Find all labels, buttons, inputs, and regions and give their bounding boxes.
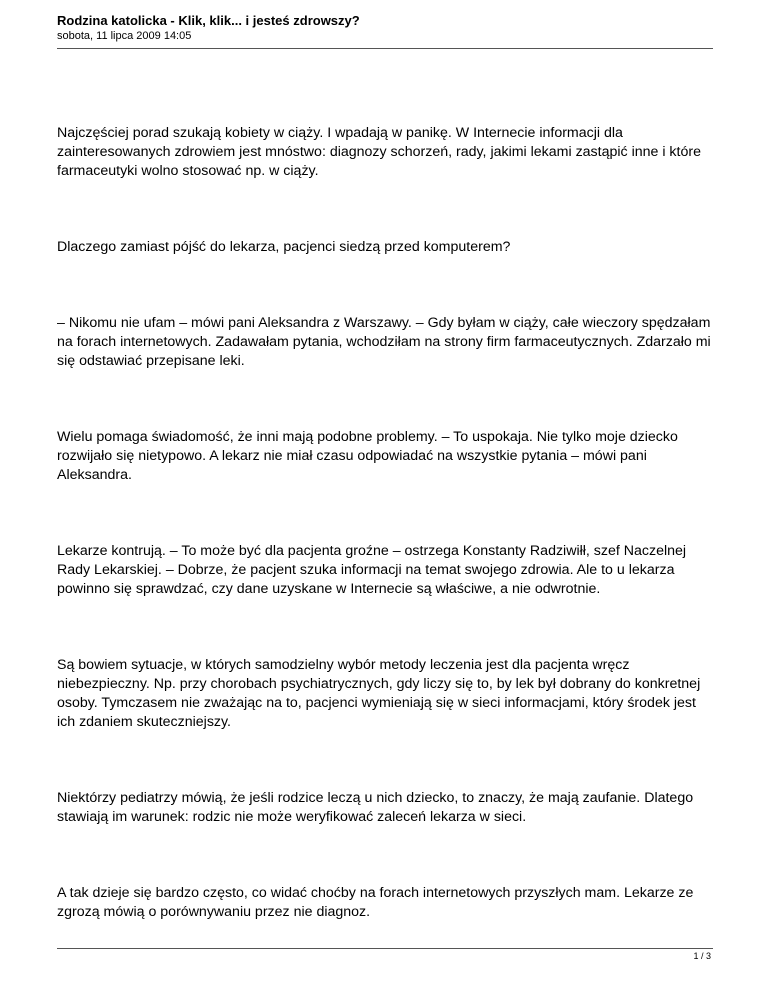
header-divider (57, 48, 713, 49)
document-header (57, 13, 713, 43)
paragraph: Niektórzy pediatrzy mówią, że jeśli rodzice leczą u nich dziecko, to znaczy, że mają zaufanie. Dlatego stawiają im warunek: rodzic nie może weryfikować zaleceń lekarza w sieci. (57, 790, 694, 825)
paragraph: Dlaczego zamiast pójść do lekarza, pacjenci siedzą przed komputerem? (57, 239, 511, 255)
paragraph: Lekarze kontrują. – To może być dla pacjenta groźne – ostrzega Konstanty Radziwiłł, szef Naczelnej Rady Lekarskiej. – Dobrze, że pacjent szuka informacji na temat swojego zdrowia. Ale to u lekarza powinno się sprawdzać, czy dane uzyskane w Internecie są właściwe, a nie odwrotnie. (57, 543, 687, 597)
paragraph: – Nikomu nie ufam – mówi pani Aleksandra z Warszawy. – Gdy byłam w ciąży, całe wieczory spędzałam na forach internetowych. Zadawałam pytania, wchodziłam na strony firm farmaceutycznych. Zdarzało mi się odstawiać przepisane leki. (57, 315, 711, 369)
article-body (57, 124, 717, 979)
document-date: sobota, 11 lipca 2009 14:05 (57, 30, 192, 42)
paragraph: Wielu pomaga świadomość, że inni mają podobne problemy. – To uspokaja. Nie tylko moje dziecko rozwijało się nietypowo. A lekarz nie miał czasu odpowiadać na wszystkie pytania – mówi pani Aleksandra. (57, 429, 678, 483)
paragraph: Najczęściej porad szukają kobiety w ciąży. I wpadają w panikę. W Internecie informacji dla zainteresowanych zdrowiem jest mnóstwo: diagnozy schorzeń, rady, jakimi lekami zastąpić inne i które farmaceutyki wolno stosować np. w ciąży. (57, 125, 701, 179)
paragraph: Są bowiem sytuacje, w których samodzielny wybór metody leczenia jest dla pacjenta wręcz niebezpieczny. Np. przy chorobach psychiatrycznych, gdy liczy się to, by lek był dobrany do konkretnej osoby. Tymczasem nie zważając na to, pacjenci wymieniają się w sieci informacjami, który środek jest ich zdaniem skuteczniejszy. (57, 657, 701, 730)
footer-divider (57, 948, 713, 949)
document-title: Rodzina katolicka - Klik, klik... i jesteś zdrowszy? (57, 13, 360, 28)
paragraph: A tak dzieje się bardzo często, co widać choćby na forach internetowych przyszłych mam. Lekarze ze zgrozą mówią o porównywaniu przez nie diagnoz. (57, 885, 694, 920)
page-number: 1 / 3 (693, 951, 711, 961)
